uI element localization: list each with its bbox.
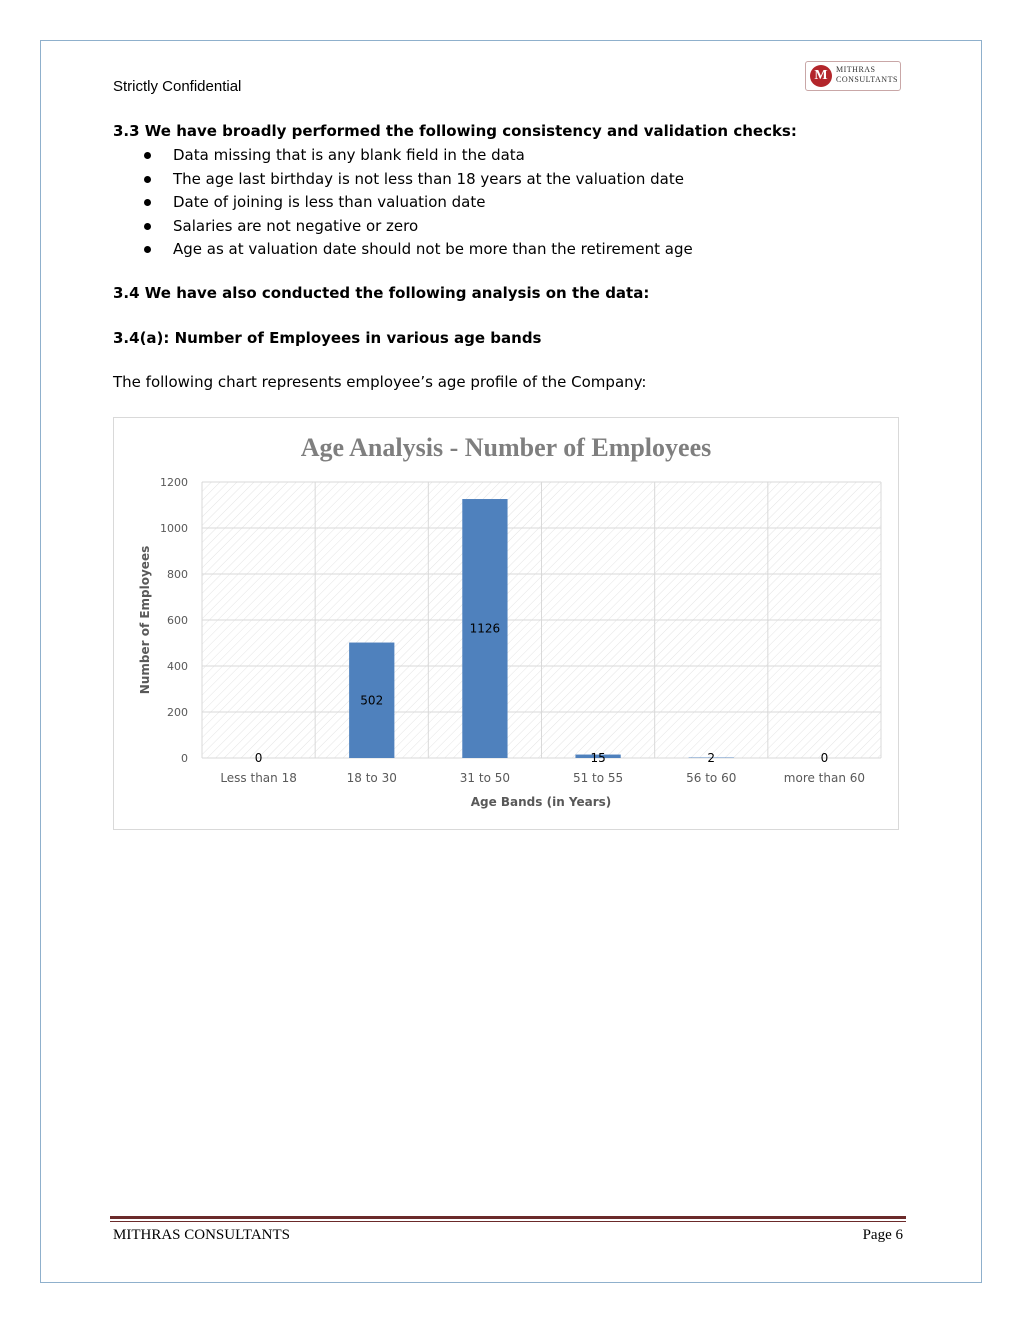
footer-page-number: Page 6 — [862, 1227, 903, 1243]
section-3-3-heading: 3.3 We have broadly performed the following consistency and validation checks: — [113, 122, 797, 140]
y-tick-label: 200 — [167, 706, 188, 719]
chart-intro-text: The following chart represents employee’s age profile of the Company: — [113, 373, 647, 391]
list-item-text: Data missing that is any blank field in the data — [173, 146, 525, 164]
logo-text — [836, 65, 898, 85]
y-tick-label: 600 — [167, 614, 188, 627]
footer-rule-thick — [110, 1216, 906, 1219]
data-label: 1126 — [469, 621, 501, 636]
x-axis-title: Age Bands (in Years) — [470, 795, 612, 809]
bullet-icon — [144, 199, 151, 206]
list-item — [140, 238, 693, 262]
x-tick-label: more than 60 — [783, 771, 866, 785]
confidential-label: Strictly Confidential — [113, 78, 242, 95]
company-logo — [805, 61, 901, 91]
list-item-text: The age last birthday is not less than 18 years at the valuation date — [173, 169, 684, 188]
section-3-4a-subheading: 3.4(a): Number of Employees in various age bands — [113, 329, 542, 347]
x-tick-label: 18 to 30 — [346, 771, 397, 785]
chart-canvas — [114, 418, 900, 831]
footer-rule-thin — [110, 1221, 906, 1222]
bullet-icon — [144, 176, 151, 183]
bullet-icon — [144, 152, 151, 159]
list-item-text: Salaries are not negative or zero — [173, 216, 419, 235]
section-3-4-heading: 3.4 We have also conducted the following analysis on the data: — [113, 284, 650, 302]
list-item-text: Date of joining is less than valuation date — [173, 193, 486, 211]
y-tick-label: 1200 — [160, 476, 188, 489]
list-item-text: Age as at valuation date should not be more than the retirement age — [173, 240, 693, 258]
y-tick-label: 800 — [167, 568, 188, 581]
list-item — [140, 215, 693, 239]
list-item — [140, 191, 693, 215]
logo-line2: CONSULTANTS — [836, 75, 898, 84]
x-tick-label: Less than 18 — [220, 771, 297, 785]
y-axis-title: Number of Employees — [138, 545, 152, 695]
logo-mark: M — [810, 65, 832, 87]
x-tick-label: 31 to 50 — [459, 771, 511, 785]
plot-area — [160, 476, 881, 785]
y-tick-label: 400 — [167, 660, 188, 673]
age-analysis-chart — [113, 417, 899, 830]
validation-checks-list — [140, 144, 693, 262]
data-label: 0 — [254, 751, 263, 765]
y-tick-label: 1000 — [160, 522, 188, 535]
footer-company: MITHRAS CONSULTANTS — [113, 1227, 291, 1243]
data-label: 15 — [590, 751, 606, 765]
x-tick-label: 56 to 60 — [686, 771, 737, 785]
data-label: 502 — [360, 693, 384, 708]
logo-line1: MITHRAS — [836, 65, 876, 74]
chart-title: Age Analysis - Number of Employees — [300, 433, 712, 462]
y-tick-label: 0 — [181, 752, 188, 765]
data-label: 0 — [820, 751, 829, 765]
data-label: 2 — [707, 751, 716, 765]
list-item — [140, 144, 693, 168]
bullet-icon — [144, 246, 151, 253]
x-tick-label: 51 to 55 — [572, 771, 624, 785]
list-item — [140, 168, 693, 192]
bullet-icon — [144, 223, 151, 230]
